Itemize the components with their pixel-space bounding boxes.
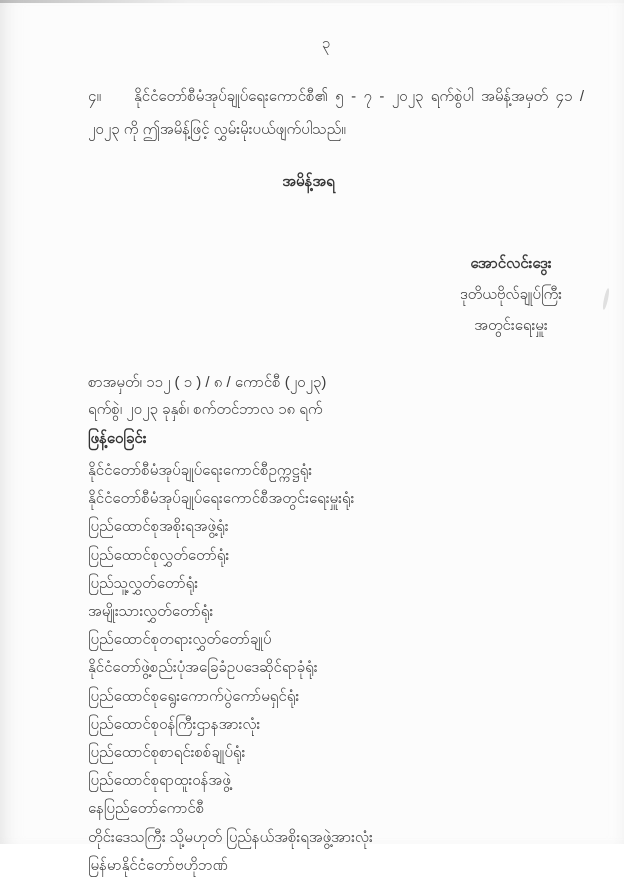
list-item: အမျိုးသားလွှတ်တော်ရုံး [88,603,214,621]
signatory-name: အောင်လင်းဒွေး [470,255,552,272]
list-item: ပြည်ထောင်စုရာထူးဝန်အဖွဲ့ [88,772,231,790]
list-item: ပြည်ထောင်စုဝန်ကြီးဌာနအားလုံး [88,715,261,733]
paragraph-4 [88,80,584,146]
list-item: ပြည်ထောင်စုလွှတ်တော်ရုံး [88,546,230,564]
page-number: ၃ [321,35,331,52]
list-item: တိုင်းဒေသကြီး သို့မဟုတ် ပြည်နယ်အစိုးရအဖွဲ့အားလုံး [88,828,373,846]
order-heading: အမိန့်အရ [282,173,335,190]
list-item: နေပြည်တော်ကောင်စီ [88,800,205,818]
paragraph-number: ၄။ [88,88,101,105]
signatory-rank: ဒုတိယဗိုလ်ချုပ်ကြီး [459,286,562,303]
list-item: နိုင်ငံတော်စီမံအုပ်ချုပ်ရေးကောင်စီအတွင်းရေးမှူးရုံး [88,490,355,508]
letter-number-line: စာအမှတ်၊ ၁၁၂ ( ၁ ) / ၈ / ကောင်စီ (၂၀၂၃) [88,374,327,391]
paragraph-text: နိုင်ငံတော်စီမံအုပ်ချုပ်ရေးကောင်စီ၏ ၅ - ၇ - ၂၀၂၃ ရက်စွဲပါ အမိန့်အမှတ် ၄၁ / ၂၀၂၃ ကို ဤအမိန့်ဖြင့် လွှမ်းမိုးပယ်ဖျက်ပါသည်။ [88,88,584,138]
signature-block [88,248,584,341]
list-item: နိုင်ငံတော်ဖွဲ့စည်းပုံအခြေခံဥပဒေဆိုင်ရာခုံရုံး [88,659,318,677]
letter-date-line: ရက်စွဲ၊ ၂၀၂၃ ခုနှစ်၊ စက်တင်ဘာလ ၁၈ ရက် [88,401,323,418]
list-item: မြန်မာနိုင်ငံတော်ဗဟိုဘဏ် [88,856,228,874]
list-item: ပြည်ထောင်စုရွေးကောက်ပွဲကော်မရှင်ရုံး [88,687,300,705]
distribution-list [88,457,584,880]
list-item: ပြည်ထောင်စုစာရင်းစစ်ချုပ်ရုံး [88,744,246,762]
letter-reference [88,369,584,423]
list-item: နိုင်ငံတော်စီမံအုပ်ချုပ်ရေးကောင်စီဥက္ကဋ္ဌရုံး [88,462,313,479]
distribution-heading: ဖြန့်ဝေခြင်း [88,430,147,447]
list-item: ပြည်ထောင်စုတရားလွှတ်တော်ချုပ် [88,631,272,649]
list-item: ပြည်ထောင်စုအစိုးရအဖွဲ့ရုံး [88,518,229,536]
list-item: ပြည်သူ့လွှတ်တော်ရုံး [88,574,199,592]
signatory-title: အတွင်းရေးမှူး [474,317,548,334]
